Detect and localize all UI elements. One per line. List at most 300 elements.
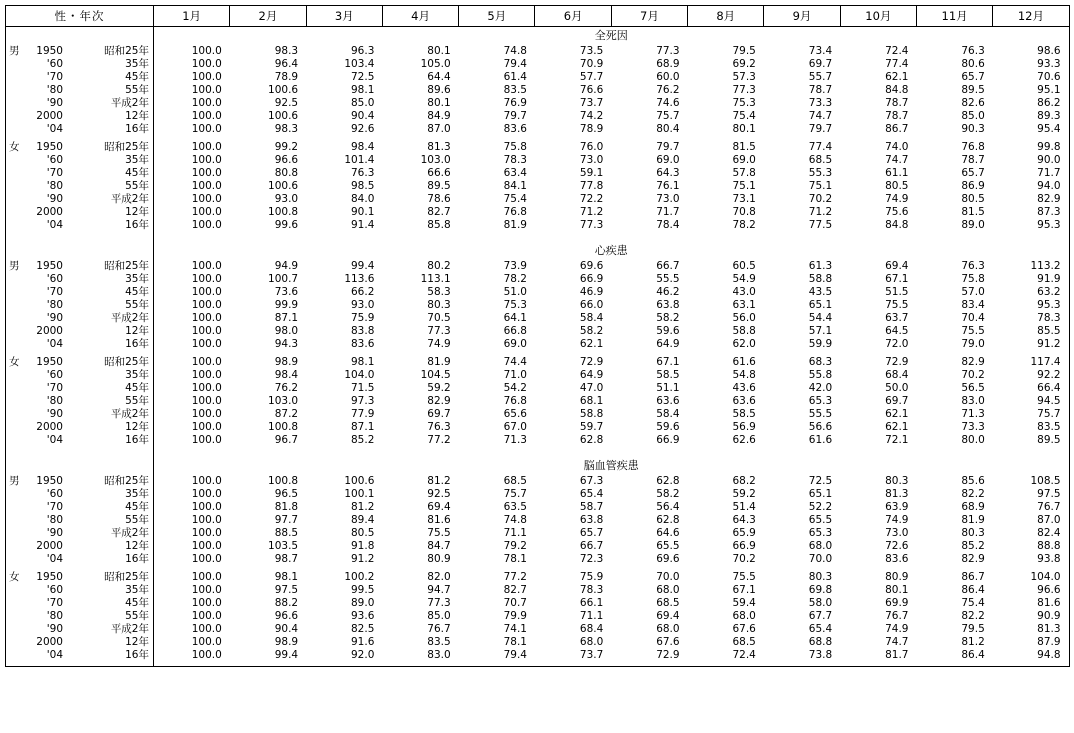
table-cell: 83.6	[351, 338, 375, 350]
table-cell: 68.5	[503, 475, 527, 487]
row-label	[6, 369, 154, 382]
table-cell: 98.1	[351, 84, 375, 96]
table-cell: 78.7	[808, 84, 833, 96]
header-month: 9月	[764, 6, 840, 27]
header-month: 3月	[306, 6, 382, 27]
header-month: 12月	[993, 6, 1069, 27]
era-label: 16年	[125, 338, 149, 350]
table-cell: 65.5	[656, 540, 680, 552]
row-label	[6, 180, 154, 193]
table-cell: 83.5	[993, 421, 1069, 434]
table-cell: 75.9	[579, 571, 604, 583]
table-cell: 95.3	[993, 219, 1069, 232]
table-cell: 65.7	[961, 71, 985, 83]
year-label: '04	[46, 338, 63, 350]
table-cell: 58.5	[732, 408, 756, 420]
table-cell: 79.5	[961, 623, 985, 635]
table-cell: 100.0	[191, 154, 222, 166]
table-cell: 87.2	[274, 408, 299, 420]
era-label: 16年	[125, 649, 149, 661]
table-cell: 81.2	[427, 475, 451, 487]
table-cell: 77.4	[808, 141, 833, 153]
table-cell: 80.2	[427, 260, 451, 272]
table-cell: 70.0	[656, 571, 680, 583]
table-cell: 75.5	[961, 325, 985, 337]
row-label	[6, 154, 154, 167]
row-label-cell	[6, 242, 154, 260]
row-label-cell	[6, 457, 154, 475]
header-month: 8月	[688, 6, 764, 27]
table-cell: 87.3	[993, 206, 1069, 219]
table-cell: 86.4	[961, 584, 985, 596]
table-cell: 67.1	[656, 356, 680, 368]
table-cell: 82.9	[961, 553, 985, 565]
table-cell: 81.3	[993, 623, 1069, 636]
table-cell: 96.6	[274, 154, 299, 166]
table-cell: 100.0	[191, 369, 222, 381]
table-cell: 79.9	[503, 610, 527, 622]
table-cell: 70.2	[808, 193, 833, 205]
era-label: 12年	[125, 636, 149, 648]
table-cell: 100.8	[268, 421, 299, 433]
table-cell: 94.5	[993, 395, 1069, 408]
table-cell: 66.7	[656, 260, 680, 272]
table-cell: 55.3	[808, 167, 833, 179]
table-cell: 91.2	[993, 338, 1069, 351]
table-row	[6, 623, 1070, 636]
section-title: 全死因	[154, 27, 1070, 46]
table-cell: 81.8	[274, 501, 299, 513]
table-cell: 103.0	[420, 154, 451, 166]
table-cell: 117.4	[993, 356, 1069, 369]
table-cell: 51.5	[885, 286, 909, 298]
table-cell: 76.7	[885, 610, 909, 622]
table-row	[6, 273, 1070, 286]
table-cell: 76.2	[274, 382, 299, 394]
table-cell: 70.4	[961, 312, 985, 324]
table-cell: 55.8	[808, 369, 833, 381]
era-label: 35年	[125, 488, 149, 500]
table-cell: 72.1	[885, 434, 909, 446]
table-row	[6, 584, 1070, 597]
table-cell: 88.2	[274, 597, 299, 609]
row-label	[6, 97, 154, 110]
year-label: '80	[46, 514, 63, 526]
table-cell: 91.8	[351, 540, 375, 552]
table-cell: 100.0	[191, 123, 222, 135]
table-cell: 99.8	[993, 141, 1069, 154]
table-cell: 80.8	[274, 167, 299, 179]
table-cell: 71.2	[579, 206, 604, 218]
table-cell: 78.7	[885, 110, 909, 122]
table-cell: 64.3	[732, 514, 756, 526]
table-cell: 100.0	[191, 273, 222, 285]
table-cell: 76.8	[503, 206, 527, 218]
table-cell: 68.0	[579, 636, 604, 648]
table-cell: 72.5	[808, 475, 833, 487]
table-cell: 76.7	[427, 623, 451, 635]
table-cell: 62.1	[885, 71, 909, 83]
row-label	[6, 434, 154, 447]
table-cell: 74.9	[885, 193, 909, 205]
table-cell: 89.6	[427, 84, 451, 96]
table-cell: 74.9	[885, 514, 909, 526]
era-label: 昭和25年	[104, 141, 149, 153]
table-cell: 47.0	[579, 382, 604, 394]
table-cell: 104.0	[344, 369, 375, 381]
table-cell: 84.0	[351, 193, 375, 205]
era-label: 12年	[125, 325, 149, 337]
era-label: 16年	[125, 434, 149, 446]
table-cell: 79.4	[503, 649, 527, 661]
table-row	[6, 540, 1070, 553]
table-cell: 83.8	[351, 325, 375, 337]
year-label: '70	[46, 597, 63, 609]
table-cell: 46.9	[579, 286, 604, 298]
table-cell: 68.9	[961, 501, 985, 513]
table-cell: 54.4	[808, 312, 833, 324]
table-cell: 84.9	[427, 110, 451, 122]
table-cell: 86.4	[961, 649, 985, 661]
table-cell: 75.8	[961, 273, 985, 285]
table-cell: 100.0	[191, 488, 222, 500]
table-row	[6, 193, 1070, 206]
table-cell: 82.6	[961, 97, 985, 109]
spacer-cell	[154, 662, 1070, 667]
table-cell: 90.3	[961, 123, 985, 135]
table-cell: 58.2	[579, 325, 604, 337]
table-cell: 68.0	[808, 540, 833, 552]
sex-label: 男	[9, 45, 20, 57]
table-row	[6, 71, 1070, 84]
table-cell: 70.8	[732, 206, 756, 218]
table-cell: 69.0	[732, 154, 756, 166]
table-cell: 82.9	[427, 395, 451, 407]
table-cell: 81.5	[961, 206, 985, 218]
table-cell: 58.2	[656, 312, 680, 324]
table-cell: 75.5	[885, 299, 909, 311]
table-cell: 69.8	[808, 584, 833, 596]
table-cell: 83.6	[503, 123, 527, 135]
table-cell: 78.4	[656, 219, 680, 231]
section-title-row	[6, 457, 1070, 475]
row-label	[6, 553, 154, 566]
table-cell: 75.4	[961, 597, 985, 609]
row-label	[6, 84, 154, 97]
table-cell: 88.5	[274, 527, 299, 539]
table-cell: 74.7	[885, 154, 909, 166]
row-label	[6, 623, 154, 636]
table-cell: 75.1	[808, 180, 833, 192]
era-label: 35年	[125, 154, 149, 166]
table-cell: 98.4	[274, 369, 299, 381]
table-cell: 82.7	[427, 206, 451, 218]
table-cell: 100.0	[191, 167, 222, 179]
table-cell: 60.0	[656, 71, 680, 83]
table-cell: 91.9	[993, 273, 1069, 286]
table-row	[6, 219, 1070, 232]
table-cell: 100.0	[191, 408, 222, 420]
table-cell: 100.0	[191, 356, 222, 368]
era-label: 平成2年	[110, 193, 149, 205]
table-cell: 59.7	[579, 421, 604, 433]
table-cell: 56.9	[732, 421, 756, 433]
era-label: 12年	[125, 540, 149, 552]
row-label	[6, 58, 154, 71]
table-cell: 66.1	[579, 597, 604, 609]
row-label-cell	[6, 447, 154, 457]
row-label	[6, 421, 154, 434]
table-cell: 57.3	[732, 71, 756, 83]
header-month: 2月	[230, 6, 306, 27]
table-cell: 76.7	[993, 501, 1069, 514]
table-cell: 100.6	[268, 84, 299, 96]
table-cell: 66.4	[993, 382, 1069, 395]
table-cell: 75.4	[503, 193, 527, 205]
year-label: '90	[46, 193, 63, 205]
table-cell: 70.2	[732, 553, 756, 565]
table-cell: 80.3	[427, 299, 451, 311]
table-cell: 81.6	[427, 514, 451, 526]
table-cell: 67.7	[808, 610, 833, 622]
table-row	[6, 636, 1070, 649]
table-cell: 77.3	[427, 597, 451, 609]
table-cell: 64.5	[885, 325, 909, 337]
table-cell: 85.2	[961, 540, 985, 552]
table-cell: 77.3	[579, 219, 604, 231]
table-cell: 60.5	[732, 260, 756, 272]
table-cell: 100.0	[191, 110, 222, 122]
table-cell: 83.0	[961, 395, 985, 407]
table-cell: 86.7	[961, 571, 985, 583]
table-end	[6, 662, 1070, 667]
table-cell: 67.1	[732, 584, 756, 596]
table-cell: 46.2	[656, 286, 680, 298]
table-cell: 63.1	[732, 299, 756, 311]
table-cell: 62.8	[656, 475, 680, 487]
table-cell: 75.7	[656, 110, 680, 122]
table-cell: 76.3	[961, 260, 985, 272]
table-cell: 68.8	[808, 636, 833, 648]
table-cell: 75.5	[732, 571, 756, 583]
table-cell: 63.4	[503, 167, 527, 179]
year-label: '60	[46, 488, 63, 500]
table-cell: 100.0	[191, 193, 222, 205]
table-cell: 86.7	[885, 123, 909, 135]
table-cell: 55.5	[808, 408, 833, 420]
table-cell: 97.5	[993, 488, 1069, 501]
table-cell: 72.9	[579, 356, 604, 368]
year-label: '80	[46, 299, 63, 311]
table-cell: 100.0	[191, 312, 222, 324]
era-label: 55年	[125, 395, 149, 407]
table-cell: 98.9	[274, 356, 299, 368]
table-cell: 58.4	[579, 312, 604, 324]
year-label: 2000	[36, 540, 63, 552]
table-cell: 74.9	[427, 338, 451, 350]
table-cell: 76.3	[351, 167, 375, 179]
year-label: '90	[46, 623, 63, 635]
table-cell: 65.7	[579, 527, 604, 539]
table-cell: 73.6	[274, 286, 299, 298]
table-cell: 73.3	[808, 97, 833, 109]
table-cell: 68.9	[656, 58, 680, 70]
table-cell: 73.1	[732, 193, 756, 205]
row-label-cell	[6, 232, 154, 242]
table-cell: 81.9	[961, 514, 985, 526]
year-label: '70	[46, 71, 63, 83]
era-label: 35年	[125, 273, 149, 285]
section-title: 心疾患	[154, 242, 1070, 260]
row-label	[6, 123, 154, 136]
table-cell: 105.0	[420, 58, 451, 70]
table-row	[6, 167, 1070, 180]
table-cell: 73.7	[579, 649, 604, 661]
table-cell: 100.0	[191, 610, 222, 622]
era-label: 16年	[125, 553, 149, 565]
table-cell: 74.8	[503, 514, 527, 526]
table-cell: 72.4	[885, 45, 909, 57]
row-label	[6, 219, 154, 232]
table-cell: 85.6	[961, 475, 985, 487]
table-cell: 73.3	[961, 421, 985, 433]
table-cell: 74.7	[885, 636, 909, 648]
table-cell: 59.2	[427, 382, 451, 394]
table-cell: 66.6	[427, 167, 451, 179]
table-cell: 66.7	[579, 540, 604, 552]
section-spacer	[6, 447, 1070, 457]
era-label: 35年	[125, 369, 149, 381]
era-label: 昭和25年	[104, 475, 149, 487]
row-label	[6, 597, 154, 610]
table-cell: 80.9	[885, 571, 909, 583]
year-label: '80	[46, 395, 63, 407]
table-cell: 89.5	[993, 434, 1069, 447]
table-cell: 86.2	[993, 97, 1069, 110]
year-label: '04	[46, 649, 63, 661]
table-cell: 92.2	[993, 369, 1069, 382]
table-cell: 100.0	[191, 382, 222, 394]
table-cell: 80.1	[427, 45, 451, 57]
row-label	[6, 325, 154, 338]
table-cell: 66.0	[579, 299, 604, 311]
year-label: '70	[46, 382, 63, 394]
table-cell: 58.3	[427, 286, 451, 298]
table-cell: 59.6	[656, 421, 680, 433]
year-label: '04	[46, 123, 63, 135]
table-cell: 75.1	[732, 180, 756, 192]
table-cell: 74.8	[503, 45, 527, 57]
table-cell: 64.9	[579, 369, 604, 381]
table-cell: 43.5	[808, 286, 833, 298]
table-cell: 84.8	[885, 219, 909, 231]
table-cell: 80.9	[427, 553, 451, 565]
era-label: 平成2年	[110, 312, 149, 324]
year-label: 2000	[36, 325, 63, 337]
table-cell: 78.6	[427, 193, 451, 205]
table-cell: 85.0	[351, 97, 375, 109]
table-cell: 100.0	[191, 421, 222, 433]
table-row	[6, 123, 1070, 136]
table-cell: 78.7	[885, 97, 909, 109]
table-cell: 94.9	[274, 260, 299, 272]
era-label: 45年	[125, 286, 149, 298]
table-cell: 93.0	[274, 193, 299, 205]
table-cell: 69.6	[656, 553, 680, 565]
table-cell: 82.2	[961, 488, 985, 500]
row-label	[6, 649, 154, 662]
table-cell: 81.9	[503, 219, 527, 231]
table-cell: 67.3	[579, 475, 604, 487]
table-cell: 69.2	[732, 58, 756, 70]
row-label	[6, 475, 154, 488]
table-cell: 79.4	[503, 58, 527, 70]
table-cell: 90.9	[993, 610, 1069, 623]
year-label: '80	[46, 84, 63, 96]
table-cell: 73.9	[503, 260, 527, 272]
table-row	[6, 110, 1070, 123]
table-cell: 81.9	[427, 356, 451, 368]
table-cell: 61.6	[732, 356, 756, 368]
table-cell: 73.0	[579, 154, 604, 166]
table-cell: 101.4	[344, 154, 375, 166]
era-label: 昭和25年	[104, 571, 149, 583]
header-month: 11月	[916, 6, 992, 27]
table-cell: 57.0	[961, 286, 985, 298]
table-cell: 67.1	[885, 273, 909, 285]
table-cell: 75.7	[993, 408, 1069, 421]
era-label: 平成2年	[110, 527, 149, 539]
table-cell: 42.0	[808, 382, 833, 394]
table-cell: 98.3	[274, 123, 299, 135]
table-cell: 83.6	[885, 553, 909, 565]
table-cell: 68.4	[885, 369, 909, 381]
header-row	[6, 6, 1070, 27]
year-label: '60	[46, 584, 63, 596]
table-cell: 61.1	[885, 167, 909, 179]
table-cell: 97.7	[274, 514, 299, 526]
table-cell: 100.0	[191, 180, 222, 192]
table-cell: 68.5	[808, 154, 833, 166]
table-cell: 83.4	[961, 299, 985, 311]
table-cell: 85.8	[427, 219, 451, 231]
table-cell: 93.8	[993, 553, 1069, 566]
table-cell: 103.0	[268, 395, 299, 407]
table-cell: 79.7	[808, 123, 833, 135]
table-cell: 68.0	[656, 584, 680, 596]
row-label	[6, 193, 154, 206]
table-cell: 78.2	[503, 273, 527, 285]
table-cell: 82.5	[351, 623, 375, 635]
table-cell: 80.1	[732, 123, 756, 135]
year-label: '04	[46, 434, 63, 446]
table-row	[6, 514, 1070, 527]
table-cell: 96.4	[274, 58, 299, 70]
table-cell: 81.2	[961, 636, 985, 648]
table-cell: 56.4	[656, 501, 680, 513]
table-row	[6, 527, 1070, 540]
table-cell: 78.9	[274, 71, 299, 83]
table-row	[6, 475, 1070, 488]
table-cell: 76.2	[656, 84, 680, 96]
year-label: '90	[46, 312, 63, 324]
table-cell: 97.3	[351, 395, 375, 407]
table-cell: 63.8	[656, 299, 680, 311]
table-cell: 80.1	[885, 584, 909, 596]
table-cell: 74.1	[503, 623, 527, 635]
table-cell: 56.6	[808, 421, 833, 433]
table-cell: 80.4	[656, 123, 680, 135]
